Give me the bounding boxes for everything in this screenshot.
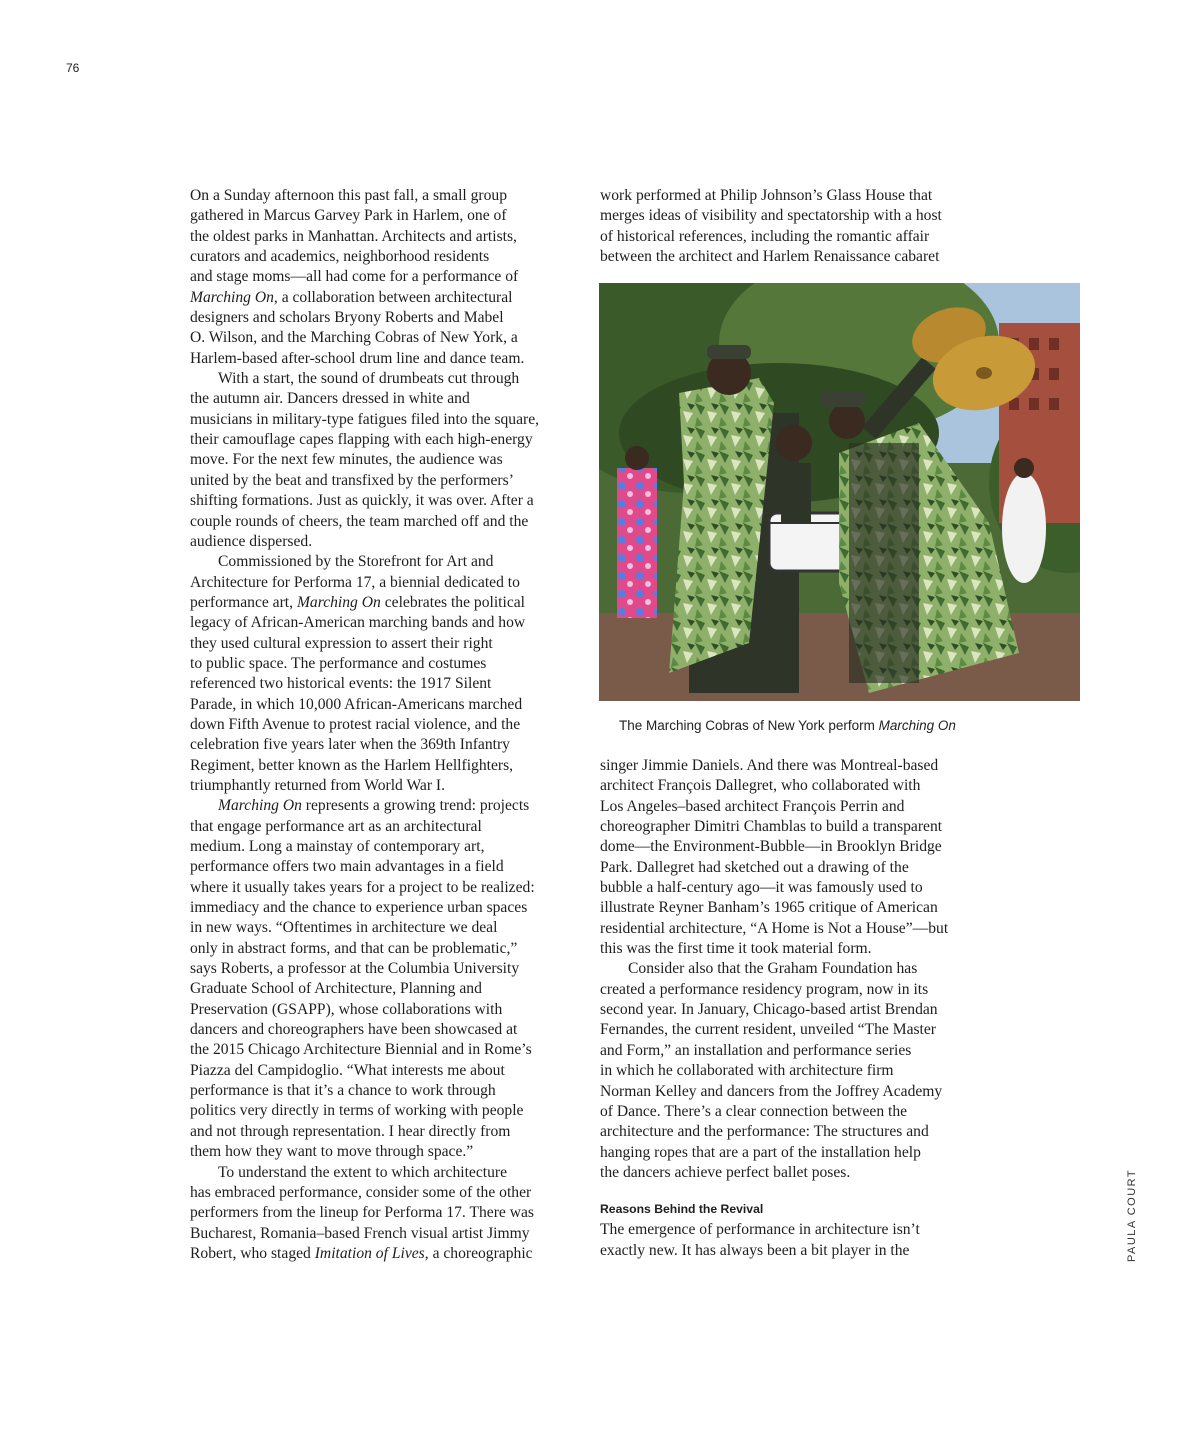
line-text: and stage moms—all had come for a performance of [190,268,519,286]
text-line [190,817,590,837]
text-line [190,532,590,552]
line-text: Los Angeles–based architect François Perrin and [600,797,905,815]
text-line [190,450,590,470]
line-text: medium. Long a mainstay of contemporary art, [190,838,485,855]
line-text: triumphantly returned from World War I. [190,776,446,794]
line-text: of historical references, including the romantic affair [600,227,930,245]
text-line [190,634,590,654]
line-text: in which he collaborated with architecture firm [600,1062,894,1080]
text-line [190,267,590,287]
line-text: performance art, [190,593,297,611]
line-text-after: , a choreographic [424,1244,533,1262]
performance-photo [599,283,1080,701]
article-column-right-top [600,186,1000,267]
text-line [190,1203,590,1223]
line-text: Parade, in which 10,000 African-Americans marched [190,695,523,713]
text-line [190,512,590,532]
text-line [600,227,1000,247]
photo-caption [619,718,956,733]
line-text: second year. In January, Chicago-based artist Brendan [600,1001,938,1019]
italic-title: Marching On [190,288,274,306]
text-line [190,1000,590,1020]
line-text: designers and scholars Bryony Roberts and Mabel [190,309,504,327]
line-text-after: celebrates the political [380,593,526,611]
line-text: bubble a half-century ago—it was famously used to [600,879,923,897]
article-column-right-end [600,1220,1000,1261]
text-line [600,797,1000,817]
line-text: their camouflage capes flapping with each high-energy [190,431,533,449]
line-text: down Fifth Avenue to protest racial violence, and the [190,715,521,733]
line-text: hanging ropes that are a part of the installation help [600,1143,921,1161]
line-text: dome—the Environment-Bubble—in Brooklyn Bridge [600,838,942,856]
text-line [600,919,1000,939]
line-text: With a start, the sound of drumbeats cut through [218,370,520,388]
text-line [600,817,1000,837]
line-text: Bucharest, Romania–based French visual artist Jimmy [190,1224,530,1242]
text-line [600,939,1000,959]
text-line [600,206,1000,226]
line-text: residential architecture, “A Home is Not a House”—but [600,919,949,937]
line-text: Harlem-based after-school drum line and dance team. [190,349,525,367]
text-line [190,593,590,613]
photo-credit: PAULA COURT [1126,1168,1138,1262]
line-text: represents a growing trend: projects [301,797,530,815]
line-text: O. Wilson, and the Marching Cobras of New York, a [190,329,518,347]
line-text: only in abstract forms, and that can be problematic,” [190,939,518,957]
italic-title: Imitation of Lives [314,1244,425,1262]
photo-caption-title: Marching On [878,718,956,733]
text-line [190,552,590,572]
text-line [190,735,590,755]
text-line [190,288,590,308]
text-line [190,837,590,857]
line-text: musicians in military-type fatigues filed into the square, [190,410,540,428]
line-text: Preservation (GSAPP), whose collaborations with [190,1000,503,1018]
line-text: performance is that it’s a chance to work through [190,1082,496,1100]
text-line [600,1220,1000,1240]
text-line [600,1020,1000,1040]
italic-title: Marching On [218,797,302,815]
line-text: has embraced performance, consider some of the other [190,1183,532,1201]
performance-photo-illustration [599,283,1080,701]
line-text: they used cultural expression to assert their right [190,634,493,652]
text-line [190,328,590,348]
line-text: , a collaboration between architectural [273,288,513,306]
line-text: united by the beat and transfixed by the performers’ [190,471,514,489]
line-text: politics very directly in terms of working with people [190,1102,524,1120]
line-text: On a Sunday afternoon this past fall, a small group [190,187,508,204]
line-text: Park. Dallegret had sketched out a drawing of the [600,858,909,876]
text-line [190,796,590,816]
text-line [190,1020,590,1040]
text-line [190,939,590,959]
text-line [190,654,590,674]
text-line [600,1041,1000,1061]
line-text: exactly new. It has always been a bit player in the [600,1241,910,1259]
text-line [190,308,590,328]
text-line [190,959,590,979]
text-line [190,1040,590,1060]
text-line [600,756,1000,776]
line-text: the dancers achieve perfect ballet poses. [600,1163,851,1181]
text-line [600,1082,1000,1102]
line-text: and Form,” an installation and performance series [600,1041,912,1059]
line-text: referenced two historical events: the 1917 Silent [190,675,492,693]
text-line [600,1122,1000,1142]
text-line [600,1143,1000,1163]
text-line [600,1241,1000,1261]
text-line [600,858,1000,878]
line-text: immediacy and the chance to experience urban spaces [190,899,528,917]
text-line [600,980,1000,1000]
text-line [600,898,1000,918]
line-text: this was the first time it took material form. [600,940,872,958]
line-text: the 2015 Chicago Architecture Biennial and in Rome’s [190,1041,532,1059]
line-text: audience dispersed. [190,532,313,550]
text-line [600,1163,1000,1183]
text-line [190,674,590,694]
text-line [190,186,590,206]
line-text: To understand the extent to which architecture [218,1163,508,1181]
line-text: architecture and the performance: The structures and [600,1123,929,1141]
line-text: Consider also that the Graham Foundation has [628,960,918,978]
line-text: Fernandes, the current resident, unveiled “The Master [600,1021,937,1039]
line-text: Regiment, better known as the Harlem Hellfighters, [190,756,514,774]
text-line [190,1183,590,1203]
text-line [190,776,590,796]
line-text: that engage performance art as an architectural [190,817,482,835]
text-line [190,491,590,511]
text-line [190,1224,590,1244]
text-line [600,837,1000,857]
text-line [190,573,590,593]
line-text: the oldest parks in Manhattan. Architects and artists, [190,227,517,245]
text-line [190,695,590,715]
line-text: celebration five years later when the 369th Infantry [190,736,510,754]
line-text: them how they want to move through space.” [190,1143,474,1161]
line-text: Norman Kelley and dancers from the Joffrey Academy [600,1082,943,1100]
line-text: the autumn air. Dancers dressed in white and [190,390,470,408]
line-text: move. For the next few minutes, the audience was [190,451,503,469]
text-line [190,918,590,938]
text-line [190,369,590,389]
line-text: curators and academics, neighborhood residents [190,248,490,266]
line-text: gathered in Marcus Garvey Park in Harlem, one of [190,207,507,225]
line-text: dancers and choreographers have been showcased at [190,1021,518,1039]
line-text: merges ideas of visibility and spectatorship with a host [600,207,942,225]
text-line [600,1061,1000,1081]
italic-title: Marching On [296,593,381,611]
line-text: of Dance. There’s a clear connection between the [600,1102,908,1120]
line-text: architect François Dallegret, who collaborated with [600,777,921,795]
text-line [600,959,1000,979]
line-text: says Roberts, a professor at the Columbia University [190,960,520,978]
line-text: The emergence of performance in architecture isn’t [600,1221,920,1239]
text-line [600,878,1000,898]
text-line [190,206,590,226]
line-text: between the architect and Harlem Renaissance cabaret [600,248,940,266]
line-text: where it usually takes years for a project to be realized: [190,878,535,896]
line-text: illustrate Reyner Banham’s 1965 critique of American [600,899,938,917]
line-text: performance offers two main advantages in a field [190,858,504,876]
line-text: couple rounds of cheers, the team marched off and the [190,512,529,530]
text-line [190,715,590,735]
text-line [190,227,590,247]
text-line [190,1244,590,1264]
text-line [190,471,590,491]
line-text: performers from the lineup for Performa 17. There was [190,1204,534,1222]
section-subhead: Reasons Behind the Revival [600,1202,764,1217]
text-line [190,1142,590,1162]
page-number: 76 [66,61,80,75]
text-line [600,186,1000,206]
article-column-right-bottom-body [600,756,1000,1183]
text-line [600,247,1000,267]
line-text: created a performance residency program, now in its [600,980,929,998]
text-line [190,878,590,898]
line-text: to public space. The performance and costumes [190,654,487,672]
line-text: Commissioned by the Storefront for Art and [218,553,494,571]
line-text: work performed at Philip Johnson’s Glass House that [600,187,933,204]
text-line [600,776,1000,796]
text-line [190,979,590,999]
line-text: legacy of African-American marching bands and how [190,614,526,632]
text-line [190,389,590,409]
line-text: choreographer Dimitri Chamblas to build a transparent [600,818,943,836]
text-line [190,247,590,267]
line-text: and not through representation. I hear directly from [190,1122,511,1140]
line-text: singer Jimmie Daniels. And there was Montreal-based [600,757,939,774]
text-line [190,613,590,633]
line-text: Architecture for Performa 17, a biennial dedicated to [190,573,520,591]
line-text: Piazza del Campidoglio. “What interests me about [190,1061,505,1079]
text-line [600,1102,1000,1122]
text-line [190,1081,590,1101]
text-line [190,349,590,369]
text-line [190,1061,590,1081]
text-line [190,1163,590,1183]
line-text: shifting formations. Just as quickly, it was over. After a [190,492,534,510]
text-line [190,410,590,430]
text-line [190,756,590,776]
text-line [190,1101,590,1121]
text-line [190,857,590,877]
text-line [190,430,590,450]
photo-caption-text: The Marching Cobras of New York perform [619,718,879,733]
text-line [190,1122,590,1142]
article-column-right-bottom [600,756,1000,1261]
line-text: Graduate School of Architecture, Planning and [190,980,482,998]
text-line [190,898,590,918]
line-text: Robert, who staged [190,1244,315,1262]
text-line [600,1000,1000,1020]
article-column-left [190,186,590,1264]
line-text: in new ways. “Oftentimes in architecture we deal [190,919,498,937]
